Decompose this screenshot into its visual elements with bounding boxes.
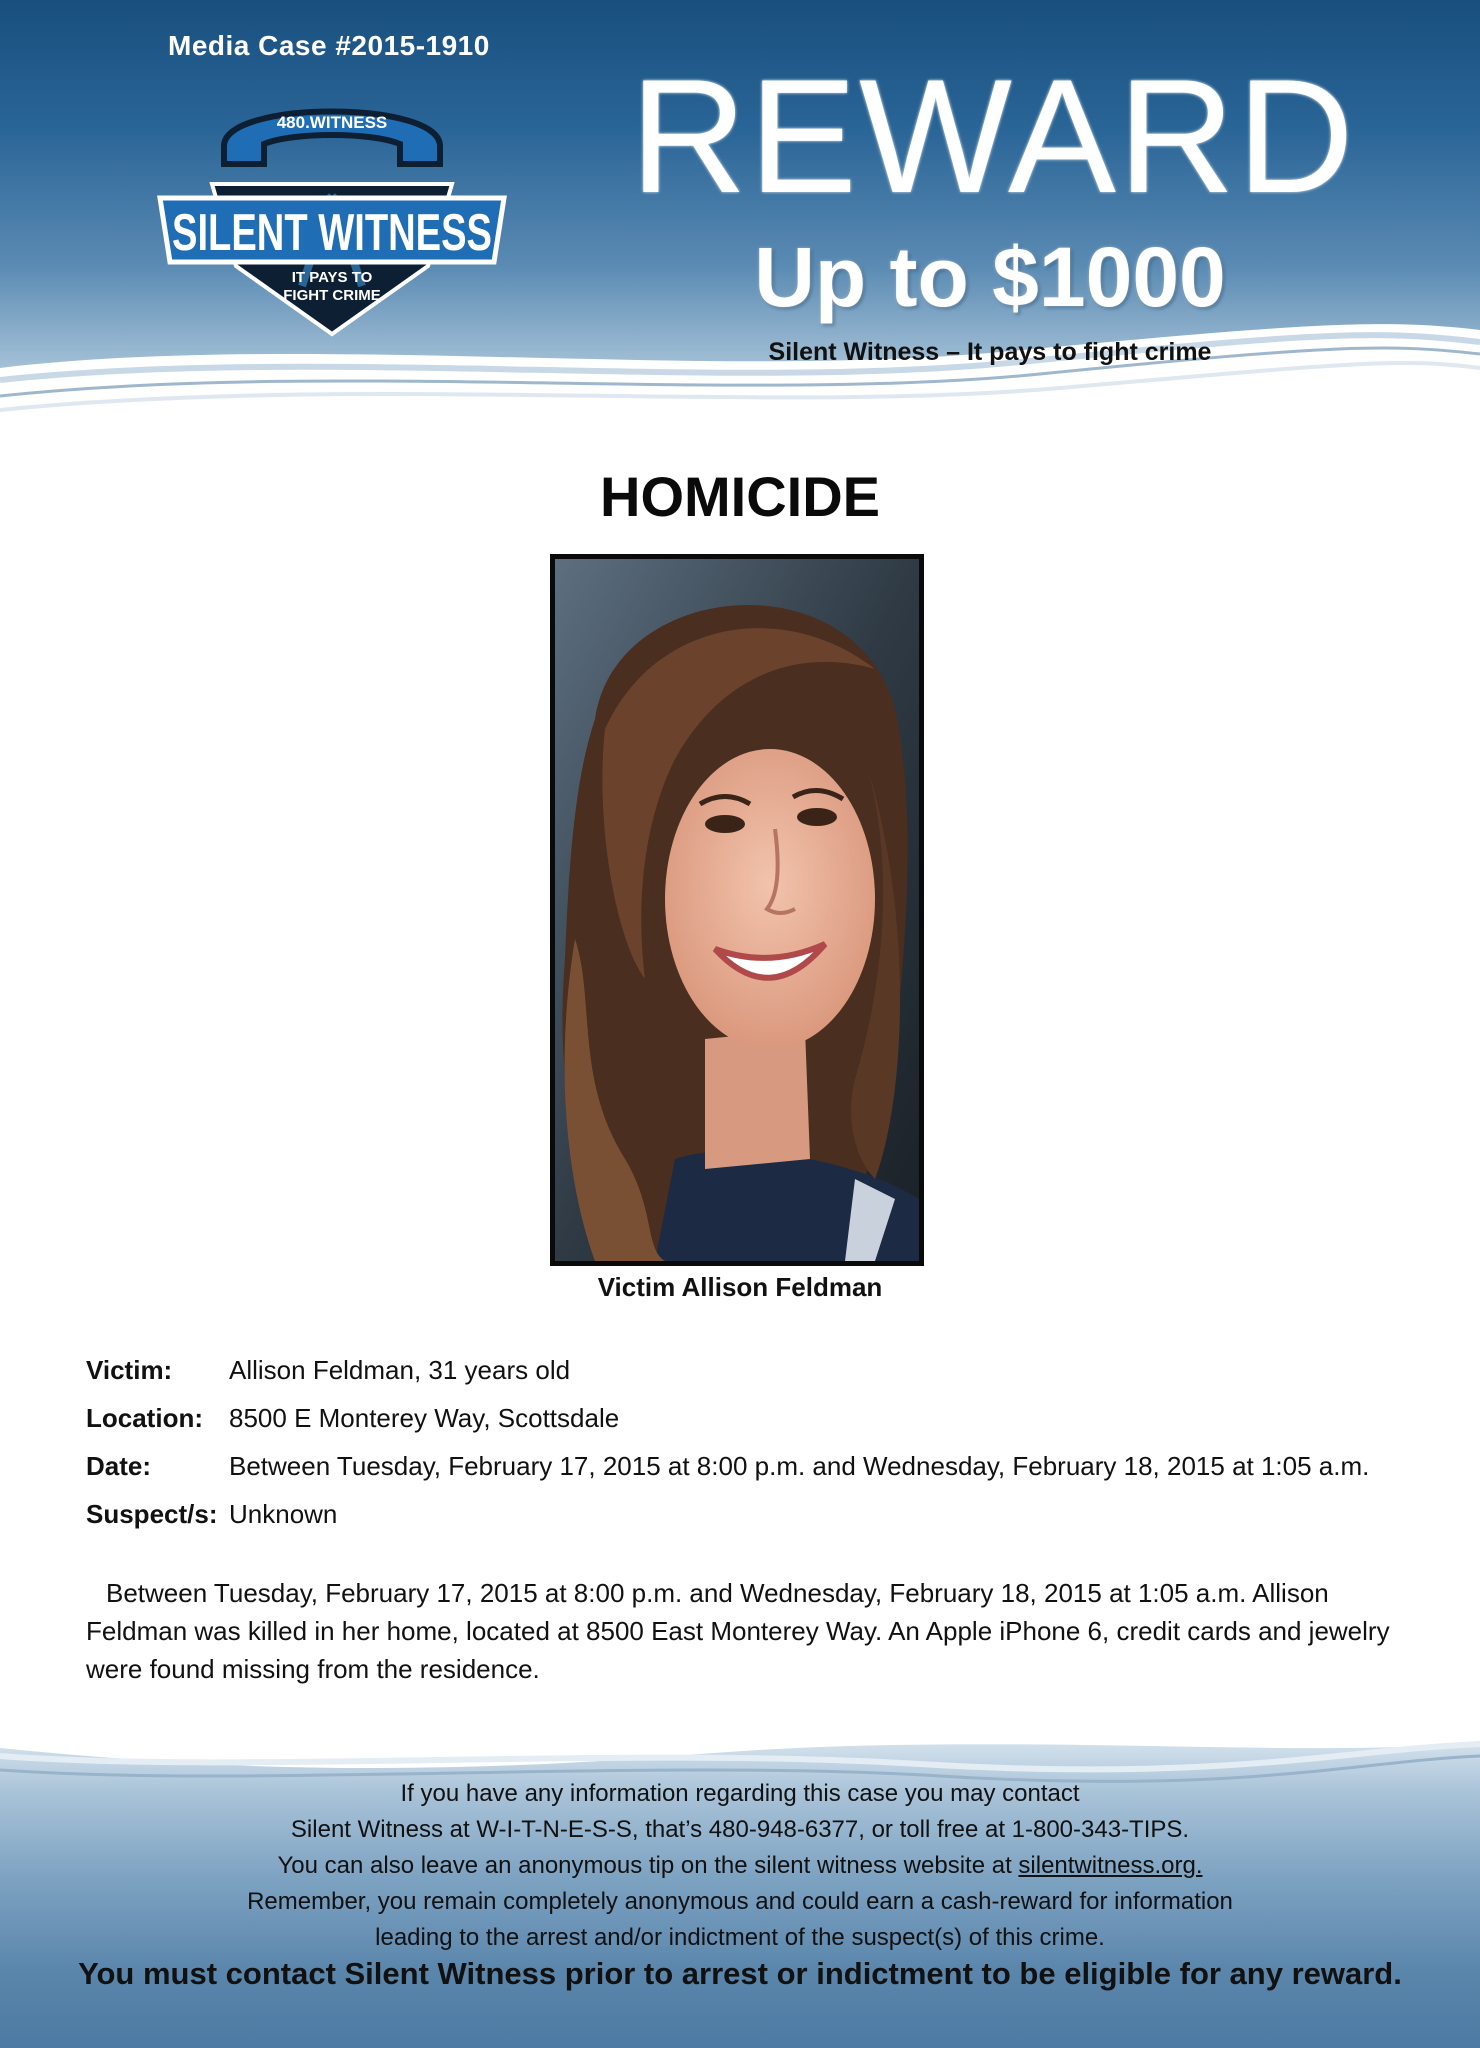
logo-sub-text-1: IT PAYS TO xyxy=(291,269,373,286)
detail-value: Unknown xyxy=(229,1498,338,1529)
detail-row-date xyxy=(86,1442,1406,1490)
reward-header xyxy=(0,0,1480,430)
detail-label: Victim: xyxy=(86,1354,173,1385)
silentwitness-website-link[interactable]: silentwitness.org. xyxy=(1018,1852,1203,1879)
logo-main-text: SILENT WITNESS xyxy=(172,204,492,262)
detail-label: Suspect/s: xyxy=(86,1498,218,1529)
media-case-number: Media Case #2015-1910 xyxy=(168,30,490,61)
detail-row-victim xyxy=(86,1346,1406,1394)
reward-title: REWARD xyxy=(630,46,1356,227)
footer-line-4: Remember, you remain completely anonymous and could earn a cash-reward for information xyxy=(247,1888,1233,1915)
case-details xyxy=(86,1346,1406,1538)
detail-row-suspects xyxy=(86,1490,1406,1538)
reward-tagline: Silent Witness – It pays to fight crime xyxy=(768,338,1212,366)
footer-line-2: Silent Witness at W-I-T-N-E-S-S, that’s 480-948-6377, or toll free at 1-800-343-TIPS. xyxy=(290,1816,1190,1843)
logo-top-text: 480.WITNESS xyxy=(276,113,388,132)
detail-label: Date: xyxy=(86,1450,152,1481)
photo-caption: Victim Allison Feldman xyxy=(597,1272,883,1302)
footer-line-3 xyxy=(160,1848,1320,1884)
footer-line-3-text: You can also leave an anonymous tip on the silent witness website at xyxy=(277,1852,1019,1879)
detail-value: Between Tuesday, February 17, 2015 at 8:00 p.m. and Wednesday, February 18, 2015 at 1:05 a.m. xyxy=(229,1450,1370,1481)
footer-contact-info xyxy=(160,1776,1320,1956)
reward-amount: Up to $1000 xyxy=(754,230,1226,324)
victim-photo xyxy=(550,554,924,1266)
detail-value: 8500 E Monterey Way, Scottsdale xyxy=(229,1402,620,1433)
footer-line-5: leading to the arrest and/or indictment of the suspect(s) of this crime. xyxy=(375,1924,1105,1951)
contact-footer xyxy=(0,1736,1480,2048)
silent-witness-logo xyxy=(152,86,512,348)
detail-row-location xyxy=(86,1394,1406,1442)
footer-line-1: If you have any information regarding this case you may contact xyxy=(400,1780,1080,1807)
eligibility-warning: You must contact Silent Witness prior to arrest or indictment to be eligible for any reward. xyxy=(78,1956,1402,1991)
case-narrative: Between Tuesday, February 17, 2015 at 8:00 p.m. and Wednesday, February 18, 2015 at 1:05 a.m. Allison Feldman was killed in her home, located at 8500 East Monterey Way. An Apple iPhone 6, credit cards and jewelry were found missing from the residence. xyxy=(86,1578,1390,1684)
crime-type-title: HOMICIDE xyxy=(600,465,880,528)
detail-value: Allison Feldman, 31 years old xyxy=(229,1354,571,1385)
victim-portrait-illustration xyxy=(555,559,919,1261)
detail-label: Location: xyxy=(86,1402,203,1433)
logo-sub-text-2: FIGHT CRIME xyxy=(283,287,381,304)
